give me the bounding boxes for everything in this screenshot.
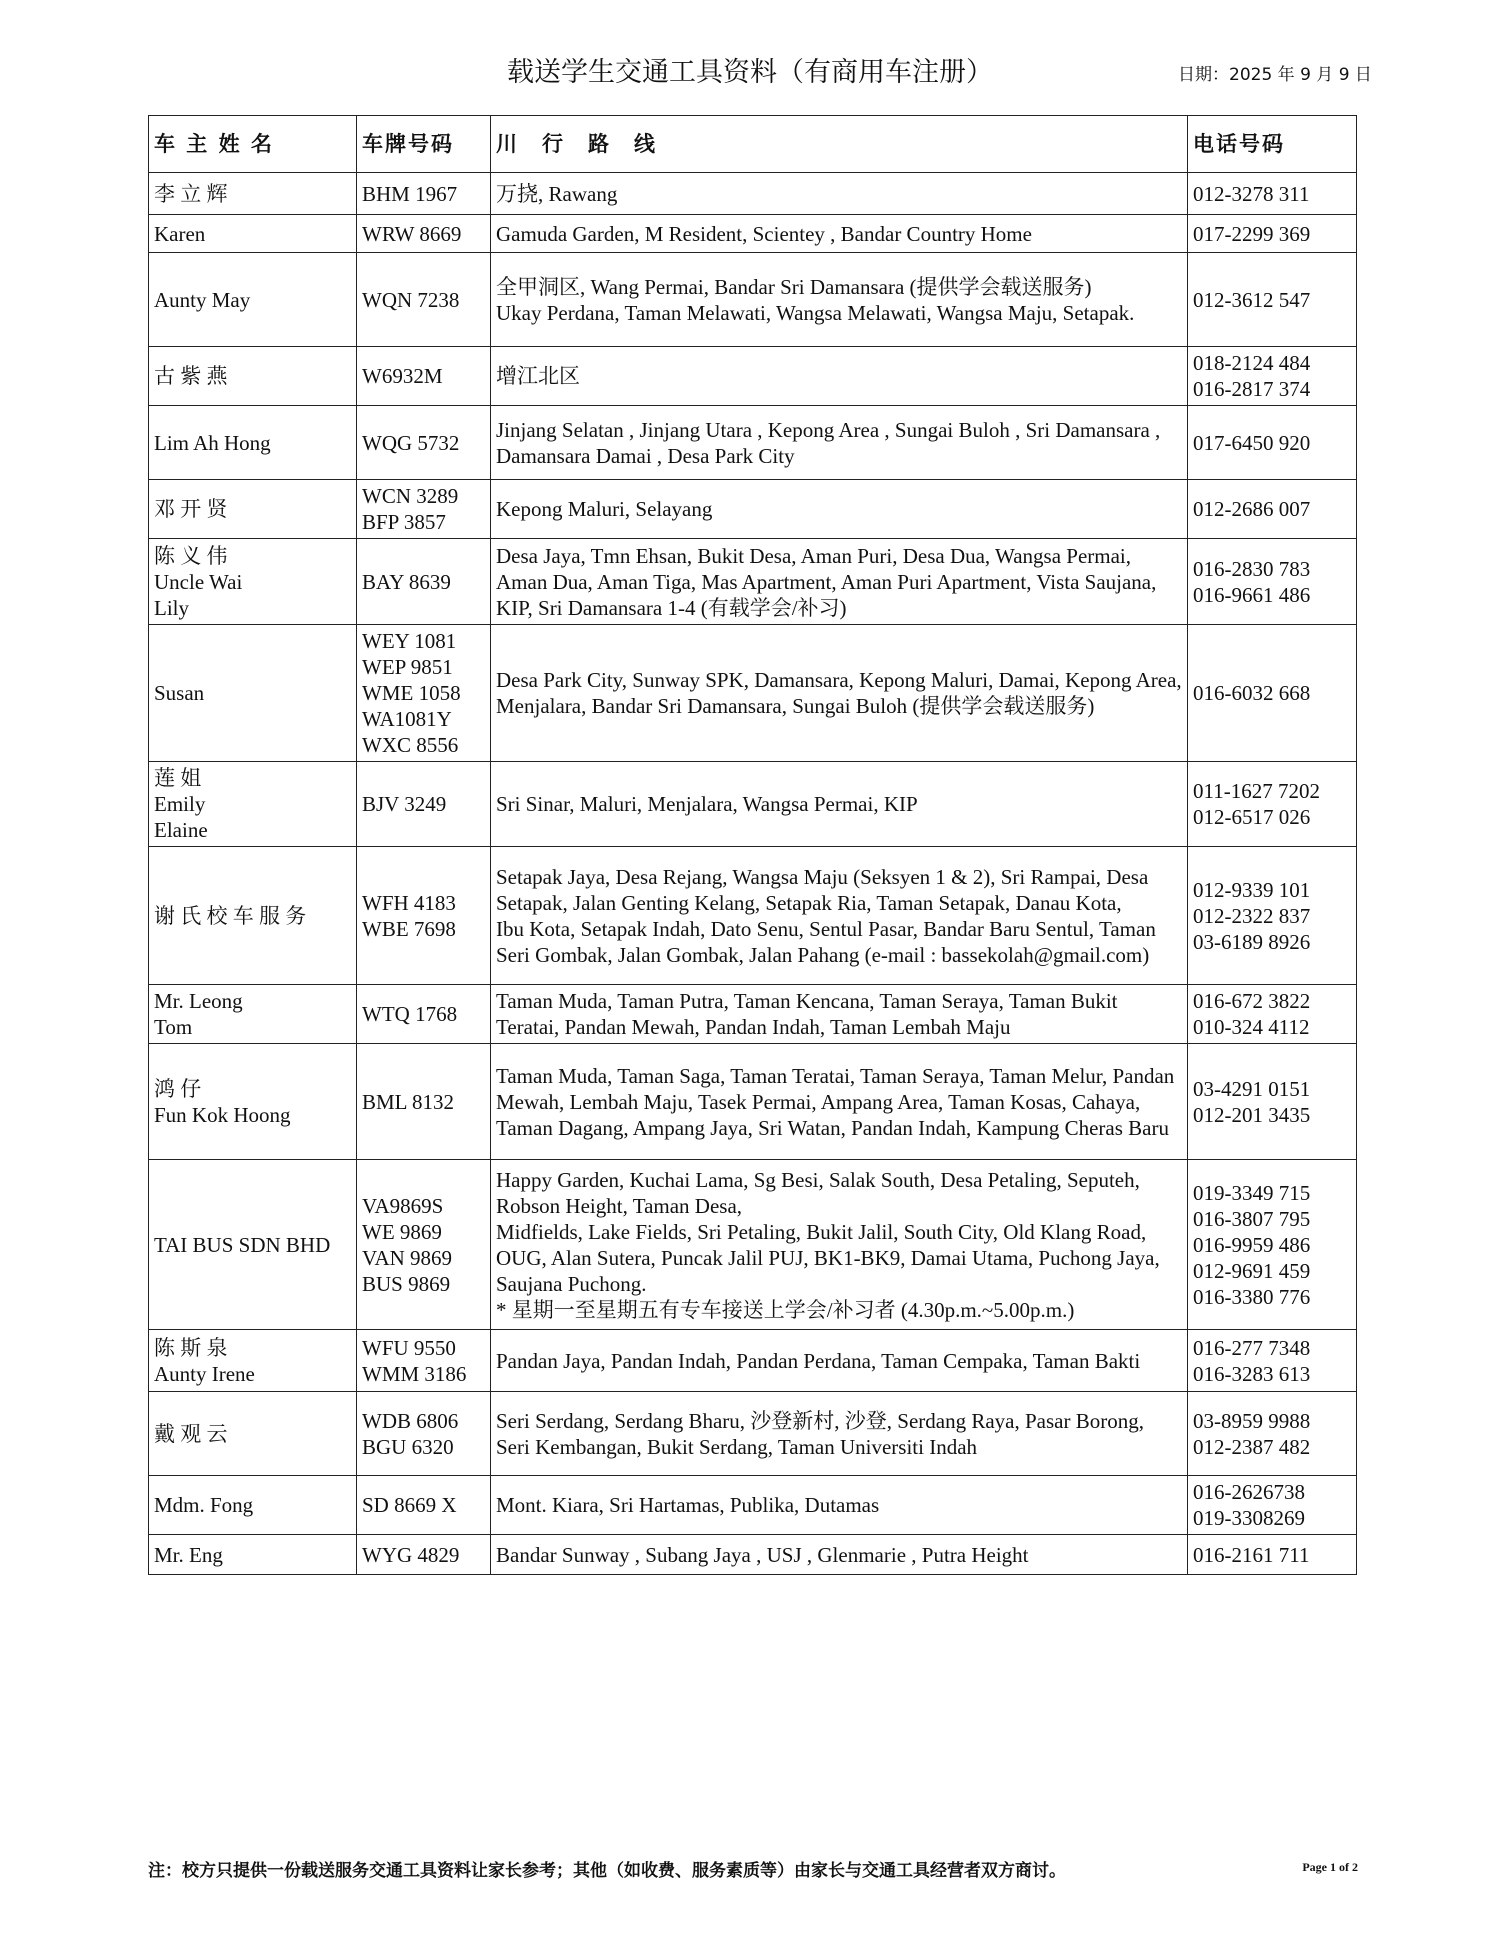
phone-line: 016-672 3822	[1193, 989, 1311, 1013]
cell-phone	[1188, 762, 1357, 847]
phone-line: 012-3612 547	[1193, 287, 1311, 312]
route-line: 增江北区	[496, 364, 580, 388]
owner-line: 古 紫 燕	[154, 364, 228, 388]
cell-phone	[1188, 480, 1357, 539]
route-line: * 星期一至星期五有专车接送上学会/补习者 (4.30p.m.~5.00p.m.)	[496, 1297, 1075, 1322]
route-line: Desa Park City, Sunway SPK, Damansara, Kepong Maluri, Damai, Kepong Area, Menjalara, Bandar Sri Damansara, Sungai Buloh (提供学会载送服务)	[496, 668, 1182, 718]
cell-owner	[149, 985, 357, 1044]
cell-owner	[149, 1392, 357, 1476]
table-row	[149, 253, 1357, 347]
phone-line: 012-2322 837	[1193, 903, 1311, 928]
cell-phone	[1188, 1535, 1357, 1575]
route-line: Mont. Kiara, Sri Hartamas, Publika, Dutamas	[496, 1493, 880, 1517]
cell-plate	[357, 215, 491, 253]
col-header-phone: 电话号码	[1188, 116, 1357, 173]
phone-line: 03-8959 9988	[1193, 1408, 1311, 1433]
owner-line: Mr. Leong	[154, 989, 243, 1013]
plate-line: BJV 3249	[362, 792, 447, 816]
owner-line: Elaine	[154, 818, 208, 842]
owner-line: Aunty Irene	[154, 1361, 255, 1386]
phone-line: 019-3349 715	[1193, 1180, 1311, 1205]
phone-line: 016-3380 776	[1193, 1284, 1311, 1309]
route-line: Taman Muda, Taman Saga, Taman Teratai, Taman Seraya, Taman Melur, Pandan Mewah, Lembah Maju, Tasek Permai, Ampang Area, Taman Kosas, Cahaya,	[496, 1063, 1175, 1114]
cell-plate	[357, 406, 491, 480]
cell-route	[491, 847, 1188, 985]
cell-owner	[149, 762, 357, 847]
phone-line: 012-201 3435	[1193, 1102, 1311, 1127]
cell-plate	[357, 1476, 491, 1535]
cell-plate	[357, 847, 491, 985]
cell-plate	[357, 253, 491, 347]
owner-line: Lily	[154, 595, 189, 620]
cell-owner	[149, 1330, 357, 1392]
cell-route	[491, 1392, 1188, 1476]
cell-plate	[357, 480, 491, 539]
route-line: Gamuda Garden, M Resident, Scientey , Bandar Country Home	[496, 221, 1032, 246]
phone-line: 03-6189 8926	[1193, 929, 1311, 954]
table-row	[149, 1392, 1357, 1476]
plate-line: WDB 6806	[362, 1408, 459, 1433]
phone-line: 011-1627 7202	[1193, 779, 1320, 803]
cell-phone	[1188, 1392, 1357, 1476]
owner-line: Lim Ah Hong	[154, 430, 271, 455]
owner-line: Karen	[154, 221, 206, 246]
owner-line: 李 立 辉	[154, 181, 228, 206]
cell-phone	[1188, 1476, 1357, 1535]
route-line: Happy Garden, Kuchai Lama, Sg Besi, Salak South, Desa Petaling, Seputeh, Robson Height, Taman Desa,	[496, 1167, 1140, 1218]
cell-phone	[1188, 1160, 1357, 1330]
cell-owner	[149, 480, 357, 539]
table-row	[149, 1535, 1357, 1575]
plate-line: WEY 1081	[362, 629, 457, 653]
cell-plate	[357, 173, 491, 215]
plate-line: WBE 7698	[362, 916, 456, 941]
route-line: Seri Kembangan, Bukit Serdang, Taman Universiti Indah	[496, 1434, 978, 1459]
cell-owner	[149, 215, 357, 253]
cell-owner	[149, 539, 357, 625]
cell-route	[491, 1044, 1188, 1160]
plate-line: WEP 9851	[362, 655, 453, 679]
phone-line: 012-3278 311	[1193, 181, 1310, 206]
cell-phone	[1188, 847, 1357, 985]
plate-line: BHM 1967	[362, 181, 458, 206]
phone-line: 012-9339 101	[1193, 877, 1311, 902]
table-row	[149, 1044, 1357, 1160]
plate-line: SD 8669 X	[362, 1493, 457, 1517]
table-row	[149, 480, 1357, 539]
plate-line: BAY 8639	[362, 569, 451, 594]
owner-line: Mdm. Fong	[154, 1493, 254, 1517]
route-line: Seri Serdang, Serdang Bharu, 沙登新村, 沙登, Serdang Raya, Pasar Borong,	[496, 1408, 1144, 1433]
cell-route	[491, 253, 1188, 347]
cell-route	[491, 1330, 1188, 1392]
cell-plate	[357, 625, 491, 762]
phone-line: 012-2686 007	[1193, 497, 1311, 521]
table-row	[149, 847, 1357, 985]
table-row	[149, 625, 1357, 762]
owner-line: Aunty May	[154, 287, 251, 312]
cell-phone	[1188, 539, 1357, 625]
cell-owner	[149, 1535, 357, 1575]
cell-phone	[1188, 253, 1357, 347]
phone-line: 016-9661 486	[1193, 582, 1311, 607]
cell-owner	[149, 1160, 357, 1330]
route-line: Bandar Sunway , Subang Jaya , USJ , Glenmarie , Putra Height	[496, 1542, 1029, 1567]
cell-phone	[1188, 985, 1357, 1044]
cell-phone	[1188, 1330, 1357, 1392]
plate-line: WQN 7238	[362, 287, 460, 312]
cell-owner	[149, 1044, 357, 1160]
document-date: 日期：2025 年 9 月 9 日	[1178, 65, 1372, 85]
col-header-owner: 车 主 姓 名	[149, 116, 357, 173]
cell-route	[491, 539, 1188, 625]
table-row	[149, 1160, 1357, 1330]
phone-line: 019-3308269	[1193, 1506, 1305, 1530]
plate-line: WME 1058	[362, 681, 461, 705]
cell-route	[491, 985, 1188, 1044]
owner-line: 谢 氏 校 车 服 务	[154, 903, 307, 928]
owner-line: Tom	[154, 1015, 193, 1039]
cell-plate	[357, 985, 491, 1044]
cell-route	[491, 173, 1188, 215]
table-row	[149, 347, 1357, 406]
table-row	[149, 762, 1357, 847]
footer-note: 注：校方只提供一份载送服务交通工具资料让家长参考；其他（如收费、服务素质等）由家长与交通工具经营者双方商讨。	[148, 1861, 1066, 1881]
cell-route	[491, 1535, 1188, 1575]
route-line: Midfields, Lake Fields, Sri Petaling, Bukit Jalil, South City, Old Klang Road, OUG, Alan Sutera, Puncak Jalil PUJ, BK1-BK9, Damai Utama, Puchong Jaya, Saujana Puchong.	[496, 1219, 1160, 1296]
phone-line: 016-6032 668	[1193, 681, 1311, 705]
cell-plate	[357, 539, 491, 625]
plate-line: BUS 9869	[362, 1271, 451, 1296]
cell-route	[491, 347, 1188, 406]
plate-line: BFP 3857	[362, 510, 446, 534]
owner-line: 莲 姐	[154, 766, 202, 790]
route-line: Taman Muda, Taman Putra, Taman Kencana, Taman Seraya, Taman Bukit Teratai, Pandan Mewah, Pandan Indah, Taman Lembah Maju	[496, 989, 1118, 1039]
plate-line: WA1081Y	[362, 707, 452, 731]
cell-owner	[149, 406, 357, 480]
phone-line: 012-6517 026	[1193, 805, 1311, 829]
route-line: Kepong Maluri, Selayang	[496, 497, 713, 521]
phone-line: 016-9959 486	[1193, 1232, 1311, 1257]
phone-line: 017-6450 920	[1193, 430, 1311, 455]
plate-line: WFU 9550	[362, 1335, 456, 1360]
owner-line: Uncle Wai	[154, 569, 243, 594]
route-line: Ukay Perdana, Taman Melawati, Wangsa Melawati, Wangsa Maju, Setapak.	[496, 300, 1135, 325]
table-row	[149, 1330, 1357, 1392]
route-line: Pandan Jaya, Pandan Indah, Pandan Perdana, Taman Cempaka, Taman Bakti	[496, 1348, 1141, 1373]
owner-line: Mr. Eng	[154, 1542, 223, 1567]
owner-line: Susan	[154, 681, 205, 705]
route-line: Sri Sinar, Maluri, Menjalara, Wangsa Permai, KIP	[496, 792, 918, 816]
owner-line: TAI BUS SDN BHD	[154, 1232, 331, 1257]
table-row	[149, 985, 1357, 1044]
phone-line: 017-2299 369	[1193, 221, 1311, 246]
cell-route	[491, 406, 1188, 480]
phone-line: 012-2387 482	[1193, 1434, 1311, 1459]
plate-line: BML 8132	[362, 1089, 454, 1114]
phone-line: 016-2830 783	[1193, 556, 1311, 581]
cell-route	[491, 215, 1188, 253]
plate-line: WTQ 1768	[362, 1002, 458, 1026]
cell-owner	[149, 253, 357, 347]
table-body	[149, 173, 1357, 1575]
plate-line: BGU 6320	[362, 1434, 454, 1459]
cell-route	[491, 480, 1188, 539]
footer	[148, 1856, 1358, 1881]
cell-owner	[149, 347, 357, 406]
plate-line: WFH 4183	[362, 890, 456, 915]
page-number: Page 1 of 2	[1302, 1860, 1358, 1874]
plate-line: WCN 3289	[362, 484, 459, 508]
table-row	[149, 215, 1357, 253]
phone-line: 016-3807 795	[1193, 1206, 1311, 1231]
plate-line: VA9869S	[362, 1193, 444, 1218]
cell-plate	[357, 762, 491, 847]
plate-line: WXC 8556	[362, 733, 459, 757]
plate-line: WE 9869	[362, 1219, 442, 1244]
phone-line: 010-324 4112	[1193, 1015, 1310, 1039]
phone-line: 016-277 7348	[1193, 1335, 1311, 1360]
table-row	[149, 406, 1357, 480]
route-line: 全甲洞区, Wang Permai, Bandar Sri Damansara (提供学会载送服务)	[496, 274, 1092, 299]
cell-route	[491, 1160, 1188, 1330]
cell-phone	[1188, 1044, 1357, 1160]
phone-line: 016-2817 374	[1193, 377, 1311, 401]
phone-line: 012-9691 459	[1193, 1258, 1311, 1283]
cell-owner	[149, 847, 357, 985]
cell-route	[491, 625, 1188, 762]
col-header-route: 川 行 路 线	[491, 116, 1188, 173]
owner-line: 邓 开 贤	[154, 497, 228, 521]
cell-route	[491, 762, 1188, 847]
cell-plate	[357, 1044, 491, 1160]
phone-line: 016-2161 711	[1193, 1542, 1310, 1567]
route-line: Taman Dagang, Ampang Jaya, Sri Watan, Pandan Indah, Kampung Cheras Baru	[496, 1115, 1169, 1140]
cell-phone	[1188, 406, 1357, 480]
owner-line: 陈 义 伟	[154, 543, 228, 568]
cell-owner	[149, 1476, 357, 1535]
cell-plate	[357, 347, 491, 406]
plate-line: WQG 5732	[362, 430, 460, 455]
plate-line: WRW 8669	[362, 221, 462, 246]
owner-line: Emily	[154, 792, 206, 816]
cell-plate	[357, 1330, 491, 1392]
phone-line: 016-2626738	[1193, 1480, 1305, 1504]
table-row	[149, 539, 1357, 625]
route-line: Damansara Damai , Desa Park City	[496, 443, 795, 468]
cell-phone	[1188, 173, 1357, 215]
route-line: Setapak Jaya, Desa Rejang, Wangsa Maju (Seksyen 1 & 2), Sri Rampai, Desa Setapak, Jalan Genting Kelang, Setapak Ria, Taman Setapak, Danau Kota,	[496, 864, 1149, 915]
route-line: 万挠, Rawang	[496, 181, 618, 206]
owner-line: 鸿 仔	[154, 1076, 202, 1101]
owner-line: 陈 斯 泉	[154, 1335, 228, 1360]
plate-line: WYG 4829	[362, 1542, 460, 1567]
owner-line: 戴 观 云	[154, 1421, 228, 1446]
route-line: Ibu Kota, Setapak Indah, Dato Senu, Sentul Pasar, Bandar Baru Sentul, Taman Seri Gombak, Jalan Gombak, Jalan Pahang (e-mail : bassekolah@gmail.com)	[496, 916, 1156, 967]
route-line: Jinjang Selatan , Jinjang Utara , Kepong Area , Sungai Buloh , Sri Damansara ,	[496, 417, 1161, 442]
phone-line: 03-4291 0151	[1193, 1076, 1311, 1101]
owner-line: Fun Kok Hoong	[154, 1102, 291, 1127]
page-title: 载送学生交通工具资料（有商用车注册）	[507, 57, 993, 88]
cell-owner	[149, 625, 357, 762]
route-line: Desa Jaya, Tmn Ehsan, Bukit Desa, Aman Puri, Desa Dua, Wangsa Permai, Aman Dua, Aman Tiga, Mas Apartment, Aman Puri Apartment, Vista Saujana, KIP, Sri Damansara 1-4 (有载学会/补习)	[496, 543, 1157, 620]
cell-phone	[1188, 625, 1357, 762]
phone-line: 016-3283 613	[1193, 1361, 1311, 1386]
table-row	[149, 1476, 1357, 1535]
transport-table	[148, 115, 1357, 1575]
table-row	[149, 173, 1357, 215]
plate-line: W6932M	[362, 364, 443, 388]
plate-line: WMM 3186	[362, 1361, 467, 1386]
cell-owner	[149, 173, 357, 215]
plate-line: VAN 9869	[362, 1245, 453, 1270]
cell-phone	[1188, 347, 1357, 406]
table-header-row	[149, 116, 1357, 173]
phone-line: 018-2124 484	[1193, 351, 1311, 375]
col-header-plate: 车牌号码	[357, 116, 491, 173]
cell-phone	[1188, 215, 1357, 253]
cell-route	[491, 1476, 1188, 1535]
cell-plate	[357, 1392, 491, 1476]
cell-plate	[357, 1535, 491, 1575]
cell-plate	[357, 1160, 491, 1330]
